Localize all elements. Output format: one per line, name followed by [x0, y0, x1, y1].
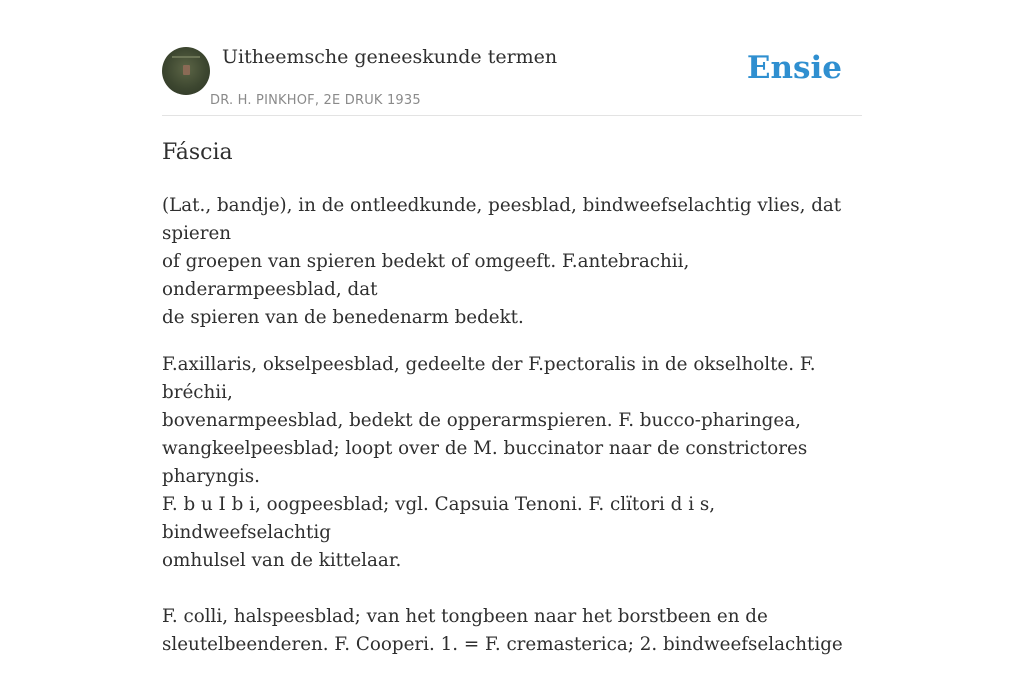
book-cover-avatar[interactable] — [162, 47, 210, 95]
entry-paragraph: (Lat., bandje), in de ontleedkunde, peesblad, bindweefselachtig vlies, dat spieren of groepen van spieren bedekt of omgeeft. F.antebrachii, onderarmpeesblad, dat de spieren van de benedenarm bedekt. — [162, 195, 842, 328]
entry-title: Fáscia — [162, 140, 233, 165]
brand-logo-link[interactable]: Ensie — [746, 50, 842, 86]
entry-paragraph: F.axillaris, okselpeesblad, gedeelte der F.pectoralis in de okselholte. F. bréchii, bovenarmpeesblad, bedekt de opperarmspieren. F. bucco-pharingea, wangkeelpeesblad; loopt over de M. buccinator naar de constrictores pharyngis. F. b u I b i, oogpeesblad; vgl. Capsuia Tenoni. F. clïtori d i s, bindweefselachtig omhulsel van de kittelaar. F. colli, halspeesblad; van het tongbeen naar het borstbeen en de sleutelbeenderen. F. Cooperi. 1. = F. cremasterica; 2. bindweefselachtige — [162, 354, 843, 655]
entry-content — [162, 192, 862, 678]
page-header — [162, 0, 862, 116]
book-subtitle: DR. H. PINKHOF, 2E DRUK 1935 — [210, 93, 421, 108]
cover-band-decoration — [172, 56, 200, 58]
cover-emblem-icon — [183, 65, 190, 75]
book-title[interactable]: Uitheemsche geneeskunde termen — [222, 46, 558, 68]
